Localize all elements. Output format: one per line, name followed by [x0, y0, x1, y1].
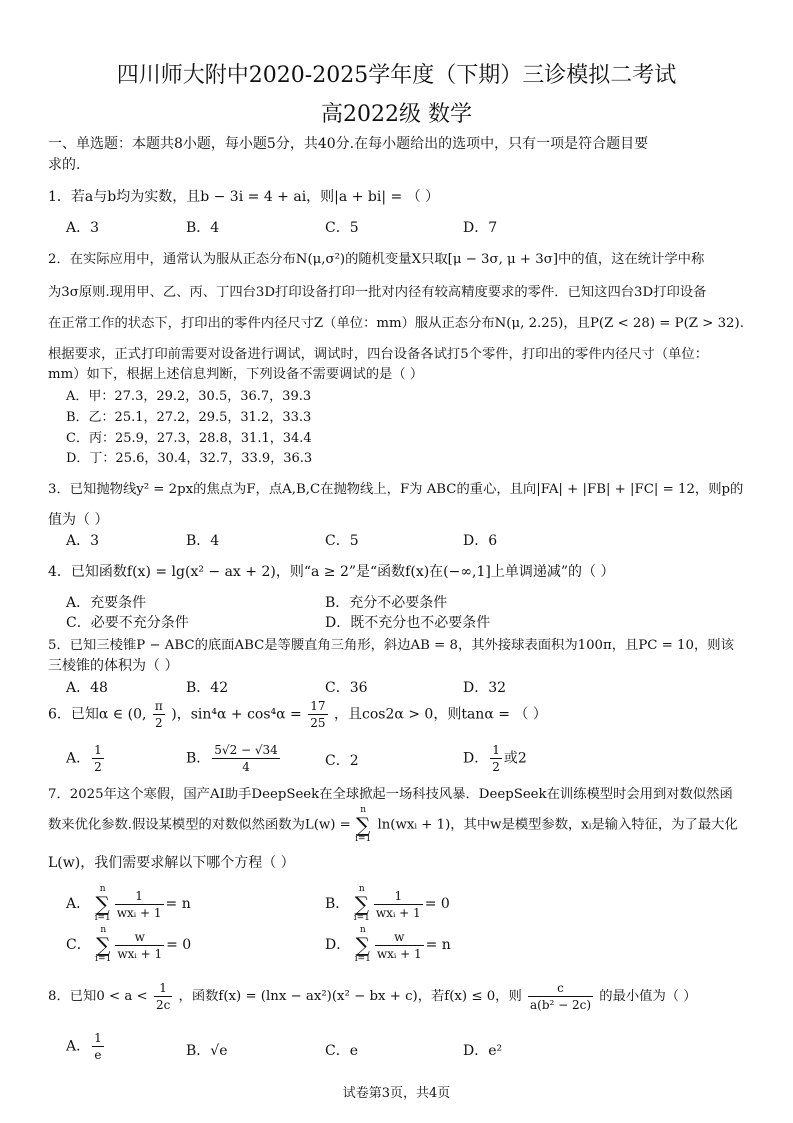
- q7-c-sum-top: n: [100, 925, 107, 935]
- q7-sum-bot: i=1: [355, 834, 372, 844]
- q7-d-sum-top: n: [359, 925, 366, 935]
- q6-stem-pre: 6．已知α ∈ (0,: [48, 706, 147, 723]
- q8-a-den: e: [94, 1048, 102, 1062]
- q7-a-num: 1: [115, 888, 164, 905]
- q6-stem-post: ，且cos2α > 0，则tanα = （ ）: [333, 706, 547, 723]
- q7-d-tail: = n: [425, 937, 451, 953]
- q1-option-c: C．5: [325, 220, 359, 236]
- q2-option-a: A．甲：27.3，29.2，30.5，36.7，39.3: [66, 389, 312, 404]
- question-4-stem: 4．已知函数f(x) = lg(x² − ax + 2)，则“a ≥ 2”是“函数f(x)在(−∞,1]上单调递减”的（ ）: [48, 564, 615, 580]
- q6-option-d: [463, 742, 527, 775]
- sigma-icon: ∑: [96, 933, 111, 957]
- q7-option-d: [325, 926, 451, 964]
- q6-b-frac: [212, 742, 280, 775]
- q8-frac-1-2c: [154, 980, 172, 1013]
- q8-f-den: 2c: [155, 998, 171, 1012]
- q8-f-num: 1: [154, 980, 172, 997]
- sigma-icon: ∑: [354, 892, 369, 916]
- question-5-line-1: 5．已知三棱锥P − ABC的底面ABC是等腰直角三角形，斜边AB = 8，其外接球表面积为100π，且PC = 10，则该: [48, 638, 734, 653]
- question-2-line-1: 2．在实际应用中，通常认为服从正态分布N(μ,σ²)的随机变量X只取[μ − 3σ, μ + 3σ]中的值，这在统计学中称: [48, 252, 705, 267]
- section-heading-cont: 求的.: [48, 157, 81, 173]
- q8-a-label: A．: [66, 1038, 91, 1055]
- q7-b-den: wxᵢ + 1: [375, 905, 421, 920]
- q2-option-c: C．丙：25.9，27.3，28.8，31.1，34.4: [66, 431, 312, 446]
- q7-a-tail: = n: [165, 896, 191, 912]
- q7-line2-b: ln(wxᵢ + 1)，其中w是模型参数，xᵢ是输入特征，为了最大化: [377, 817, 738, 833]
- q1-option-b: B．4: [186, 220, 220, 236]
- q7-option-a: [66, 885, 191, 923]
- question-5-line-2: 三棱锥的体积为（ ）: [48, 658, 179, 674]
- q4-option-a: A．充要条件: [66, 595, 147, 611]
- q6-b-den: 4: [242, 760, 250, 774]
- q7-a-sum: [95, 885, 111, 923]
- q7-b-sum: [354, 885, 370, 923]
- question-2-line-3: 在正常工作的状态下，打印出的零件内径尺寸Z（单位：mm）服从正态分布N(μ, 2.25)，且P(Z < 28) = P(Z > 32).: [48, 316, 744, 331]
- question-3-line-2: 值为（ ）: [48, 512, 109, 528]
- q8-option-d: D．e²: [463, 1043, 503, 1059]
- q2-option-d: D．丁：25.6，30.4，32.7，33.9，36.3: [66, 451, 313, 466]
- q5-option-b: B．42: [186, 680, 229, 696]
- q8-mid: ，函数f(x) = (lnx − ax²)(x² − bx + c)，若f(x) ≤ 0，则: [178, 989, 522, 1004]
- question-7-line-2: [48, 806, 738, 844]
- q8-pre: 8．已知0 < a <: [48, 989, 148, 1004]
- q6-a-num: 1: [94, 743, 102, 757]
- q7-d-sum: [355, 926, 371, 964]
- q8-post: 的最小值为（ ）: [599, 989, 697, 1004]
- q7-a-den: wxᵢ + 1: [116, 905, 162, 920]
- q3-option-b: B．4: [186, 533, 220, 549]
- q3-option-d: D．6: [463, 533, 498, 549]
- q6-a-frac: [92, 742, 104, 775]
- q7-sum-symbol: [355, 806, 371, 844]
- q6-a-den: 2: [94, 760, 102, 774]
- section-heading: 一、单选题：本题共8小题，每小题5分，共40分.在每小题给出的选项中，只有一项是符合题目要: [48, 136, 649, 152]
- q7-a-sum-bot: i=1: [94, 913, 111, 923]
- question-6-stem: [48, 698, 547, 731]
- q7-c-sum: [95, 926, 111, 964]
- question-3-line-1: 3．已知抛物线y² = 2px的焦点为F，点A,B,C在抛物线上，F为 ABC的重心，且向|FA| + |FB| + |FC| = 12，则p的: [48, 482, 744, 497]
- question-2-line-4: 根据要求，正式打印前需要对设备进行调试，调试时，四台设备各试打5个零件，打印出的零件内径尺寸（单位：: [48, 347, 709, 362]
- q7-d-num: w: [375, 929, 424, 946]
- q8-a-frac: [92, 1030, 104, 1063]
- q7-b-num: 1: [374, 888, 423, 905]
- q7-c-label: C．: [66, 937, 91, 953]
- q4-option-c: C．必要不充分条件: [66, 615, 189, 631]
- q5-option-c: C．36: [325, 680, 368, 696]
- q7-d-den: wxᵢ + 1: [376, 946, 422, 961]
- q8-g-num: c: [528, 980, 593, 997]
- q8-option-b: B．√e: [186, 1043, 228, 1059]
- q6-a-label: A．: [66, 750, 91, 767]
- q5-option-d: D．32: [463, 680, 507, 696]
- q7-option-b: [325, 885, 450, 923]
- q3-option-a: A．3: [66, 533, 100, 549]
- exam-subtitle: 高2022级 数学: [321, 102, 472, 127]
- q7-b-frac: [374, 888, 423, 921]
- q6-frac-num: π: [154, 699, 163, 713]
- q6-d-tail: 或2: [503, 750, 527, 767]
- q6-stem-mid: )，sin⁴α + cos⁴α =: [171, 706, 302, 723]
- q4-option-b: B．充分不必要条件: [325, 595, 448, 611]
- q7-d-label: D．: [325, 937, 351, 953]
- q7-line2-a: 数来优化参数.假设某模型的对数似然函数为L(w) =: [48, 817, 351, 833]
- q7-b-sum-bot: i=1: [353, 913, 370, 923]
- q6-d-den: 2: [492, 760, 500, 774]
- q7-c-frac: [115, 929, 164, 962]
- q7-b-label: B．: [325, 896, 350, 912]
- q7-a-frac: [115, 888, 164, 921]
- sigma-icon: ∑: [356, 813, 371, 837]
- question-7-line-1: 7．2025年这个寒假，国产AI助手DeepSeek在全球掀起一场科技风暴．DeepSeek在训练模型时会用到对数似然函: [48, 787, 733, 802]
- q7-d-frac: [375, 929, 424, 962]
- q8-frac-target: [528, 980, 593, 1013]
- sigma-icon: ∑: [355, 933, 370, 957]
- q8-option-a: [66, 1030, 106, 1063]
- q7-sum-top: n: [360, 805, 367, 815]
- q4-option-d: D．既不充分也不必要条件: [325, 615, 491, 631]
- q7-option-c: [66, 926, 191, 964]
- question-7-line-3: L(w)，我们需要求解以下哪个方程（ ）: [48, 855, 295, 871]
- q7-c-num: w: [115, 929, 164, 946]
- q5-option-a: A．48: [66, 680, 108, 696]
- q6-d-num: 1: [492, 743, 500, 757]
- q7-b-tail: = 0: [424, 896, 450, 912]
- sigma-icon: ∑: [95, 892, 110, 916]
- q7-c-sum-bot: i=1: [95, 954, 112, 964]
- q7-c-den: wxᵢ + 1: [117, 946, 163, 961]
- q6-frac2-den: 25: [310, 716, 326, 730]
- q6-b-num: 5√2 − √34: [214, 743, 278, 757]
- page-footer: 试卷第3页，共4页: [342, 1086, 451, 1101]
- q8-a-num: 1: [94, 1031, 102, 1045]
- q6-frac-pi-over-2: [153, 698, 165, 731]
- q1-option-d: D．7: [463, 220, 498, 236]
- q6-d-label: D．: [463, 750, 489, 767]
- q7-d-sum-bot: i=1: [354, 954, 371, 964]
- q6-option-c: C．2: [325, 753, 359, 769]
- q6-frac2-num: 17: [310, 699, 326, 713]
- question-2-line-5: mm）如下，根据上述信息判断，下列设备不需要调试的是（ ）: [48, 367, 424, 382]
- q6-frac-den: 2: [155, 716, 163, 730]
- q6-option-b: [186, 742, 282, 775]
- q6-d-frac: [490, 742, 502, 775]
- q3-option-c: C．5: [325, 533, 359, 549]
- q1-option-a: A．3: [66, 220, 100, 236]
- q6-b-label: B．: [186, 750, 211, 767]
- q8-option-c: C．e: [325, 1043, 358, 1059]
- question-2-line-2: 为3σ原则.现用甲、乙、丙、丁四台3D打印设备打印一批对内径有较高精度要求的零件．已知这四台3D打印设备: [48, 285, 707, 300]
- q7-b-sum-top: n: [358, 884, 365, 894]
- q2-option-b: B．乙：25.1，27.2，29.5，31.2，33.3: [66, 410, 312, 425]
- q7-a-label: A．: [66, 896, 91, 912]
- q7-c-tail: = 0: [166, 937, 192, 953]
- q8-g-den: a(b² − 2c): [529, 998, 592, 1012]
- exam-title: 四川师大附中2020-2025学年度（下期）三诊模拟二考试: [116, 63, 677, 88]
- q7-a-sum-top: n: [99, 884, 106, 894]
- q6-option-a: [66, 742, 106, 775]
- question-1-stem: 1．若a与b均为实数，且b − 3i = 4 + ai，则|a + bi| = （ ）: [48, 189, 440, 205]
- question-8-stem: [48, 980, 697, 1013]
- q6-frac-17-25: [308, 698, 327, 731]
